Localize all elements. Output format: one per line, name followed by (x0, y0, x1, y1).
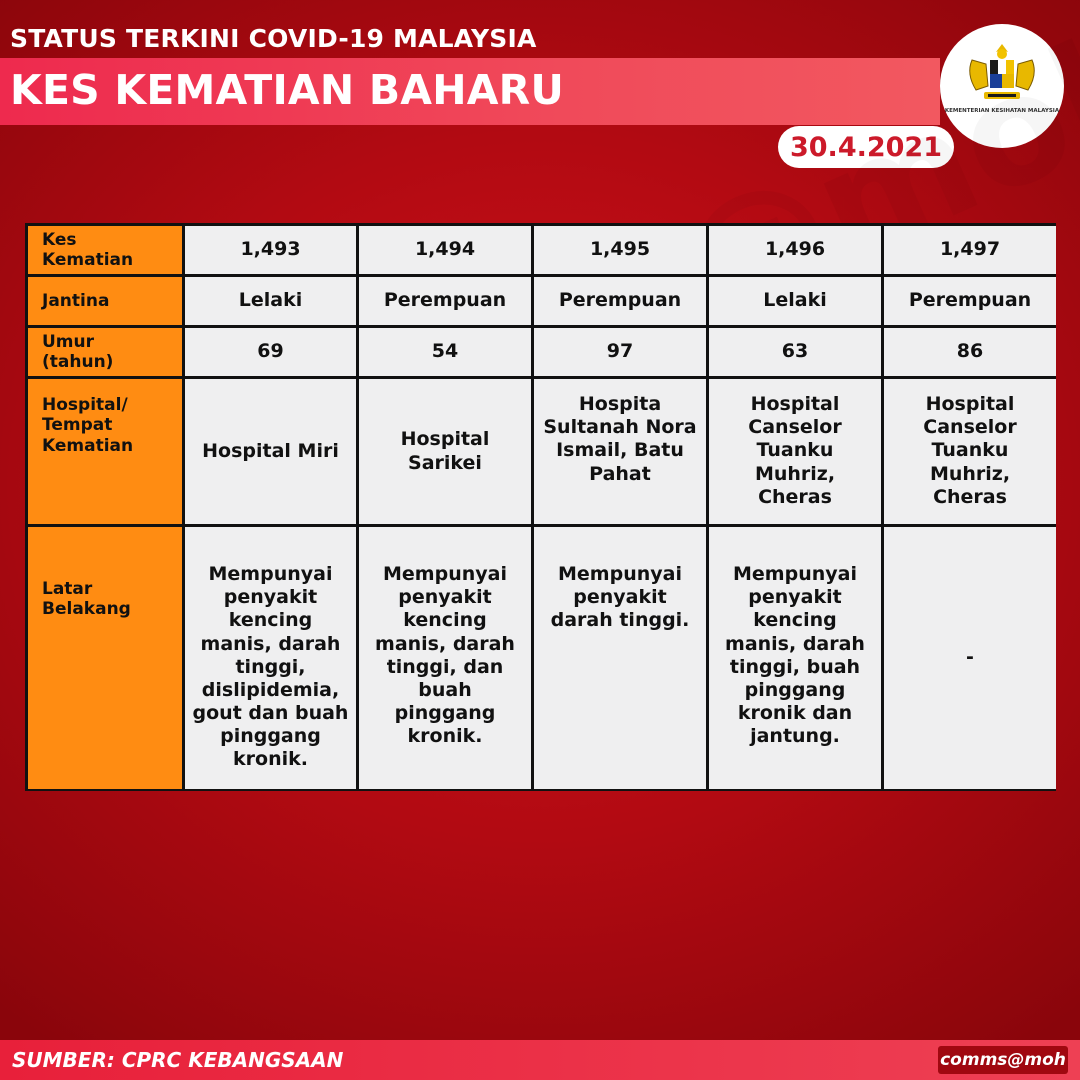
page-title: KES KEMATIAN BAHARU (10, 66, 564, 114)
case-background: Mempunyai penyakit kencing manis, darah tinggi, dislipidemia, gout dan buah pinggang kronik. (185, 527, 356, 789)
title-banner (0, 58, 940, 125)
case-gender: Perempuan (884, 277, 1056, 325)
row-label-umur: Umur (tahun) (28, 328, 182, 376)
status-heading: STATUS TERKINI COVID-19 MALAYSIA (10, 24, 537, 53)
case-background: Mempunyai penyakit kencing manis, darah tinggi, buah pinggang kronik dan jantung. (709, 527, 881, 789)
case-age: 63 (709, 328, 881, 376)
case-hospital: Hospital Canselor Tuanku Muhriz, Cheras (884, 379, 1056, 524)
row-label-hospital: Hospital/ Tempat Kematian (28, 379, 182, 524)
case-number: 1,495 (534, 226, 706, 274)
case-age: 69 (185, 328, 356, 376)
case-background: - (884, 527, 1056, 789)
date-badge: 30.4.2021 (778, 126, 954, 168)
death-cases-table (25, 223, 1056, 791)
case-age: 86 (884, 328, 1056, 376)
case-background: Mempunyai penyakit darah tinggi. (534, 527, 706, 789)
case-number: 1,497 (884, 226, 1056, 274)
case-hospital: Hospital Miri (185, 379, 356, 524)
case-gender: Lelaki (185, 277, 356, 325)
case-age: 54 (359, 328, 531, 376)
case-background: Mempunyai penyakit kencing manis, darah tinggi, dan buah pinggang kronik. (359, 527, 531, 789)
row-label-latar: Latar Belakang (28, 527, 182, 789)
case-age: 97 (534, 328, 706, 376)
row-label-jantina: Jantina (28, 277, 182, 325)
case-gender: Perempuan (534, 277, 706, 325)
case-number: 1,493 (185, 226, 356, 274)
case-number: 1,496 (709, 226, 881, 274)
source-note: SUMBER: CPRC KEBANGSAAN (12, 1048, 344, 1072)
case-number: 1,494 (359, 226, 531, 274)
case-hospital: Hospita Sultanah Nora Ismail, Batu Pahat (534, 379, 706, 524)
case-gender: Perempuan (359, 277, 531, 325)
logo-caption: KEMENTERIAN KESIHATAN MALAYSIA (944, 108, 1060, 114)
case-gender: Lelaki (709, 277, 881, 325)
case-hospital: Hospital Sarikei (359, 379, 531, 524)
row-label-kes: Kes Kematian (28, 226, 182, 274)
comms-tag: comms@moh (938, 1046, 1068, 1074)
case-hospital: Hospital Canselor Tuanku Muhriz, Cheras (709, 379, 881, 524)
footer-bar (0, 1040, 1080, 1080)
